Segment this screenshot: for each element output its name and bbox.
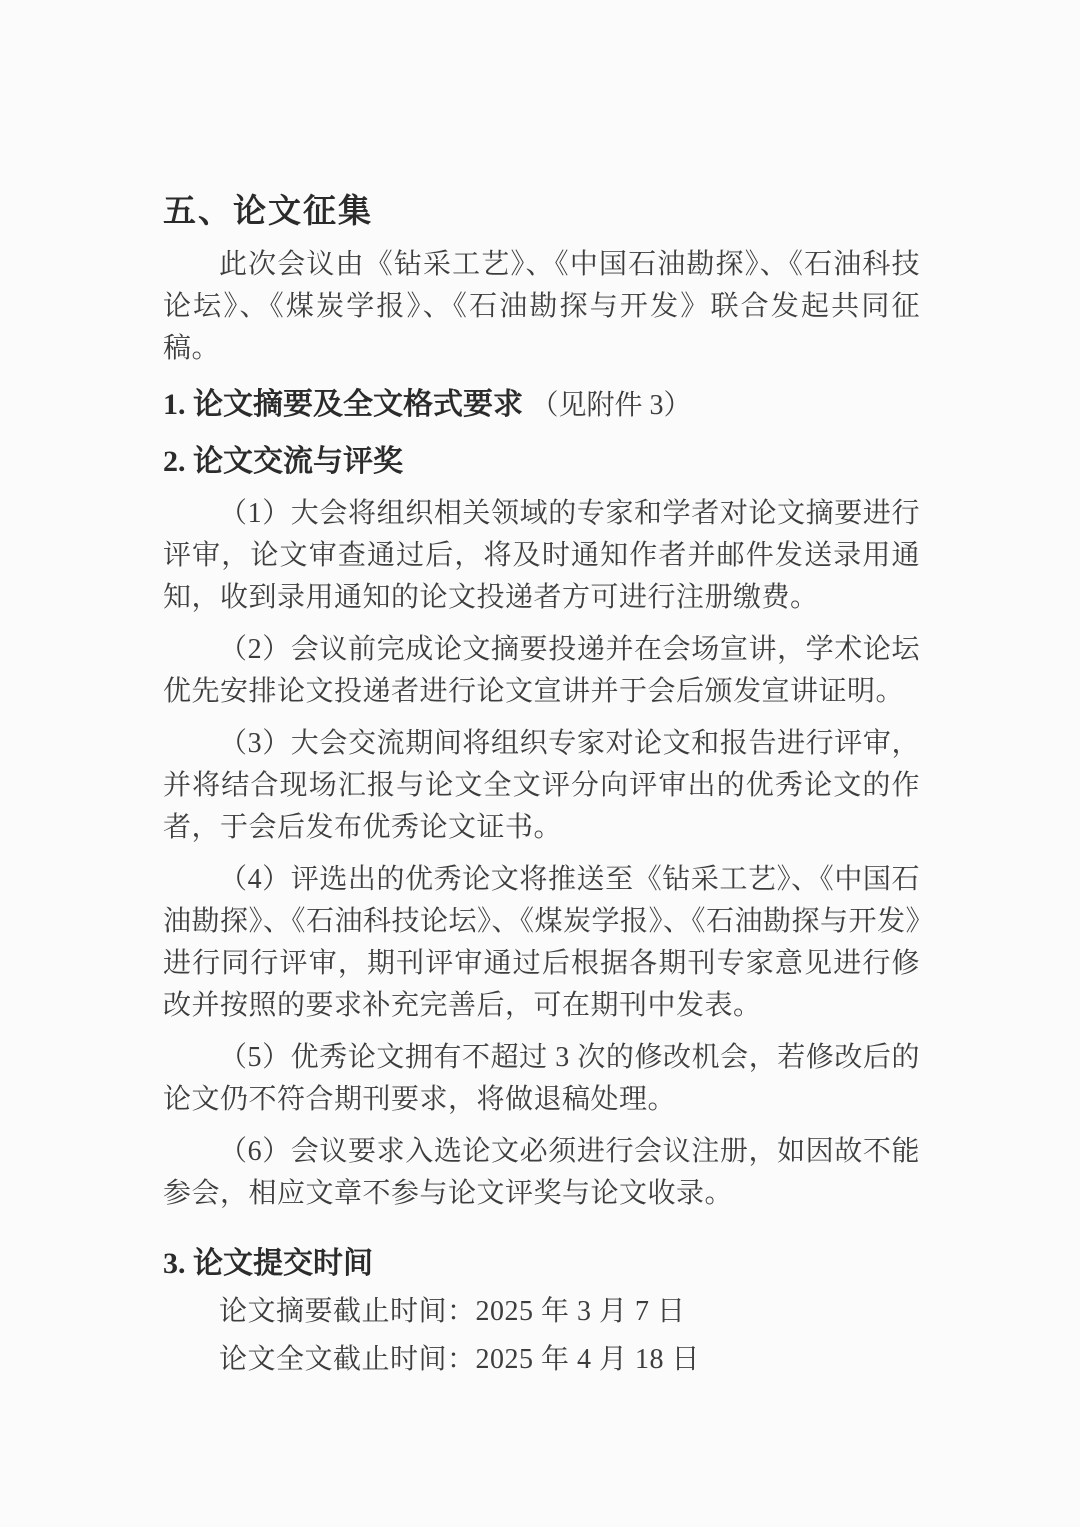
- subsection-format-label: 1. 论文摘要及全文格式要求: [163, 388, 523, 421]
- review-item-4: （4）评选出的优秀论文将推送至《钻采工艺》、《中国石油勘探》、《石油科技论坛》、《煤炭学报》、《石油勘探与开发》进行同行评审，期刊评审通过后根据各期刊专家意见进行修改并按照的要求补充完善后，可在期刊中发表。: [163, 864, 921, 1021]
- review-item-5: （5）优秀论文拥有不超过 3 次的修改机会，若修改后的论文仍不符合期刊要求，将做退稿处理。: [163, 1042, 920, 1115]
- review-item-2: （2）会议前完成论文摘要投递并在会场宣讲，学术论坛优先安排论文投递者进行论文宣讲并于会后颁发宣讲证明。: [163, 634, 920, 707]
- subsection-heading-deadline: 3. 论文提交时间: [163, 1247, 373, 1280]
- subsection-heading-review: 2. 论文交流与评奖: [163, 445, 403, 478]
- section-title: 五、论文征集: [163, 194, 373, 230]
- attachment-note: （见附件 3）: [530, 390, 692, 421]
- review-item-6: （6）会议要求入选论文必须进行会议注册，如因故不能参会，相应文章不参与论文评奖与论文收录。: [163, 1136, 920, 1209]
- intro-paragraph: 此次会议由《钻采工艺》、《中国石油勘探》、《石油科技论坛》、《煤炭学报》、《石油勘探与开发》联合发起共同征稿。: [163, 249, 920, 364]
- review-item-1: （1）大会将组织相关领域的专家和学者对论文摘要进行评审，论文审查通过后，将及时通知作者并邮件发送录用通知，收到录用通知的论文投递者方可进行注册缴费。: [163, 498, 920, 613]
- review-item-3: （3）大会交流期间将组织专家对论文和报告进行评审，并将结合现场汇报与论文全文评分向评审出的优秀论文的作者，于会后发布优秀论文证书。: [163, 728, 920, 843]
- deadline-abstract: 论文摘要截止时间：2025 年 3 月 7 日: [219, 1296, 686, 1327]
- deadline-fulltext: 论文全文截止时间：2025 年 4 月 18 日: [219, 1344, 701, 1375]
- subsection-heading-format: [163, 384, 920, 427]
